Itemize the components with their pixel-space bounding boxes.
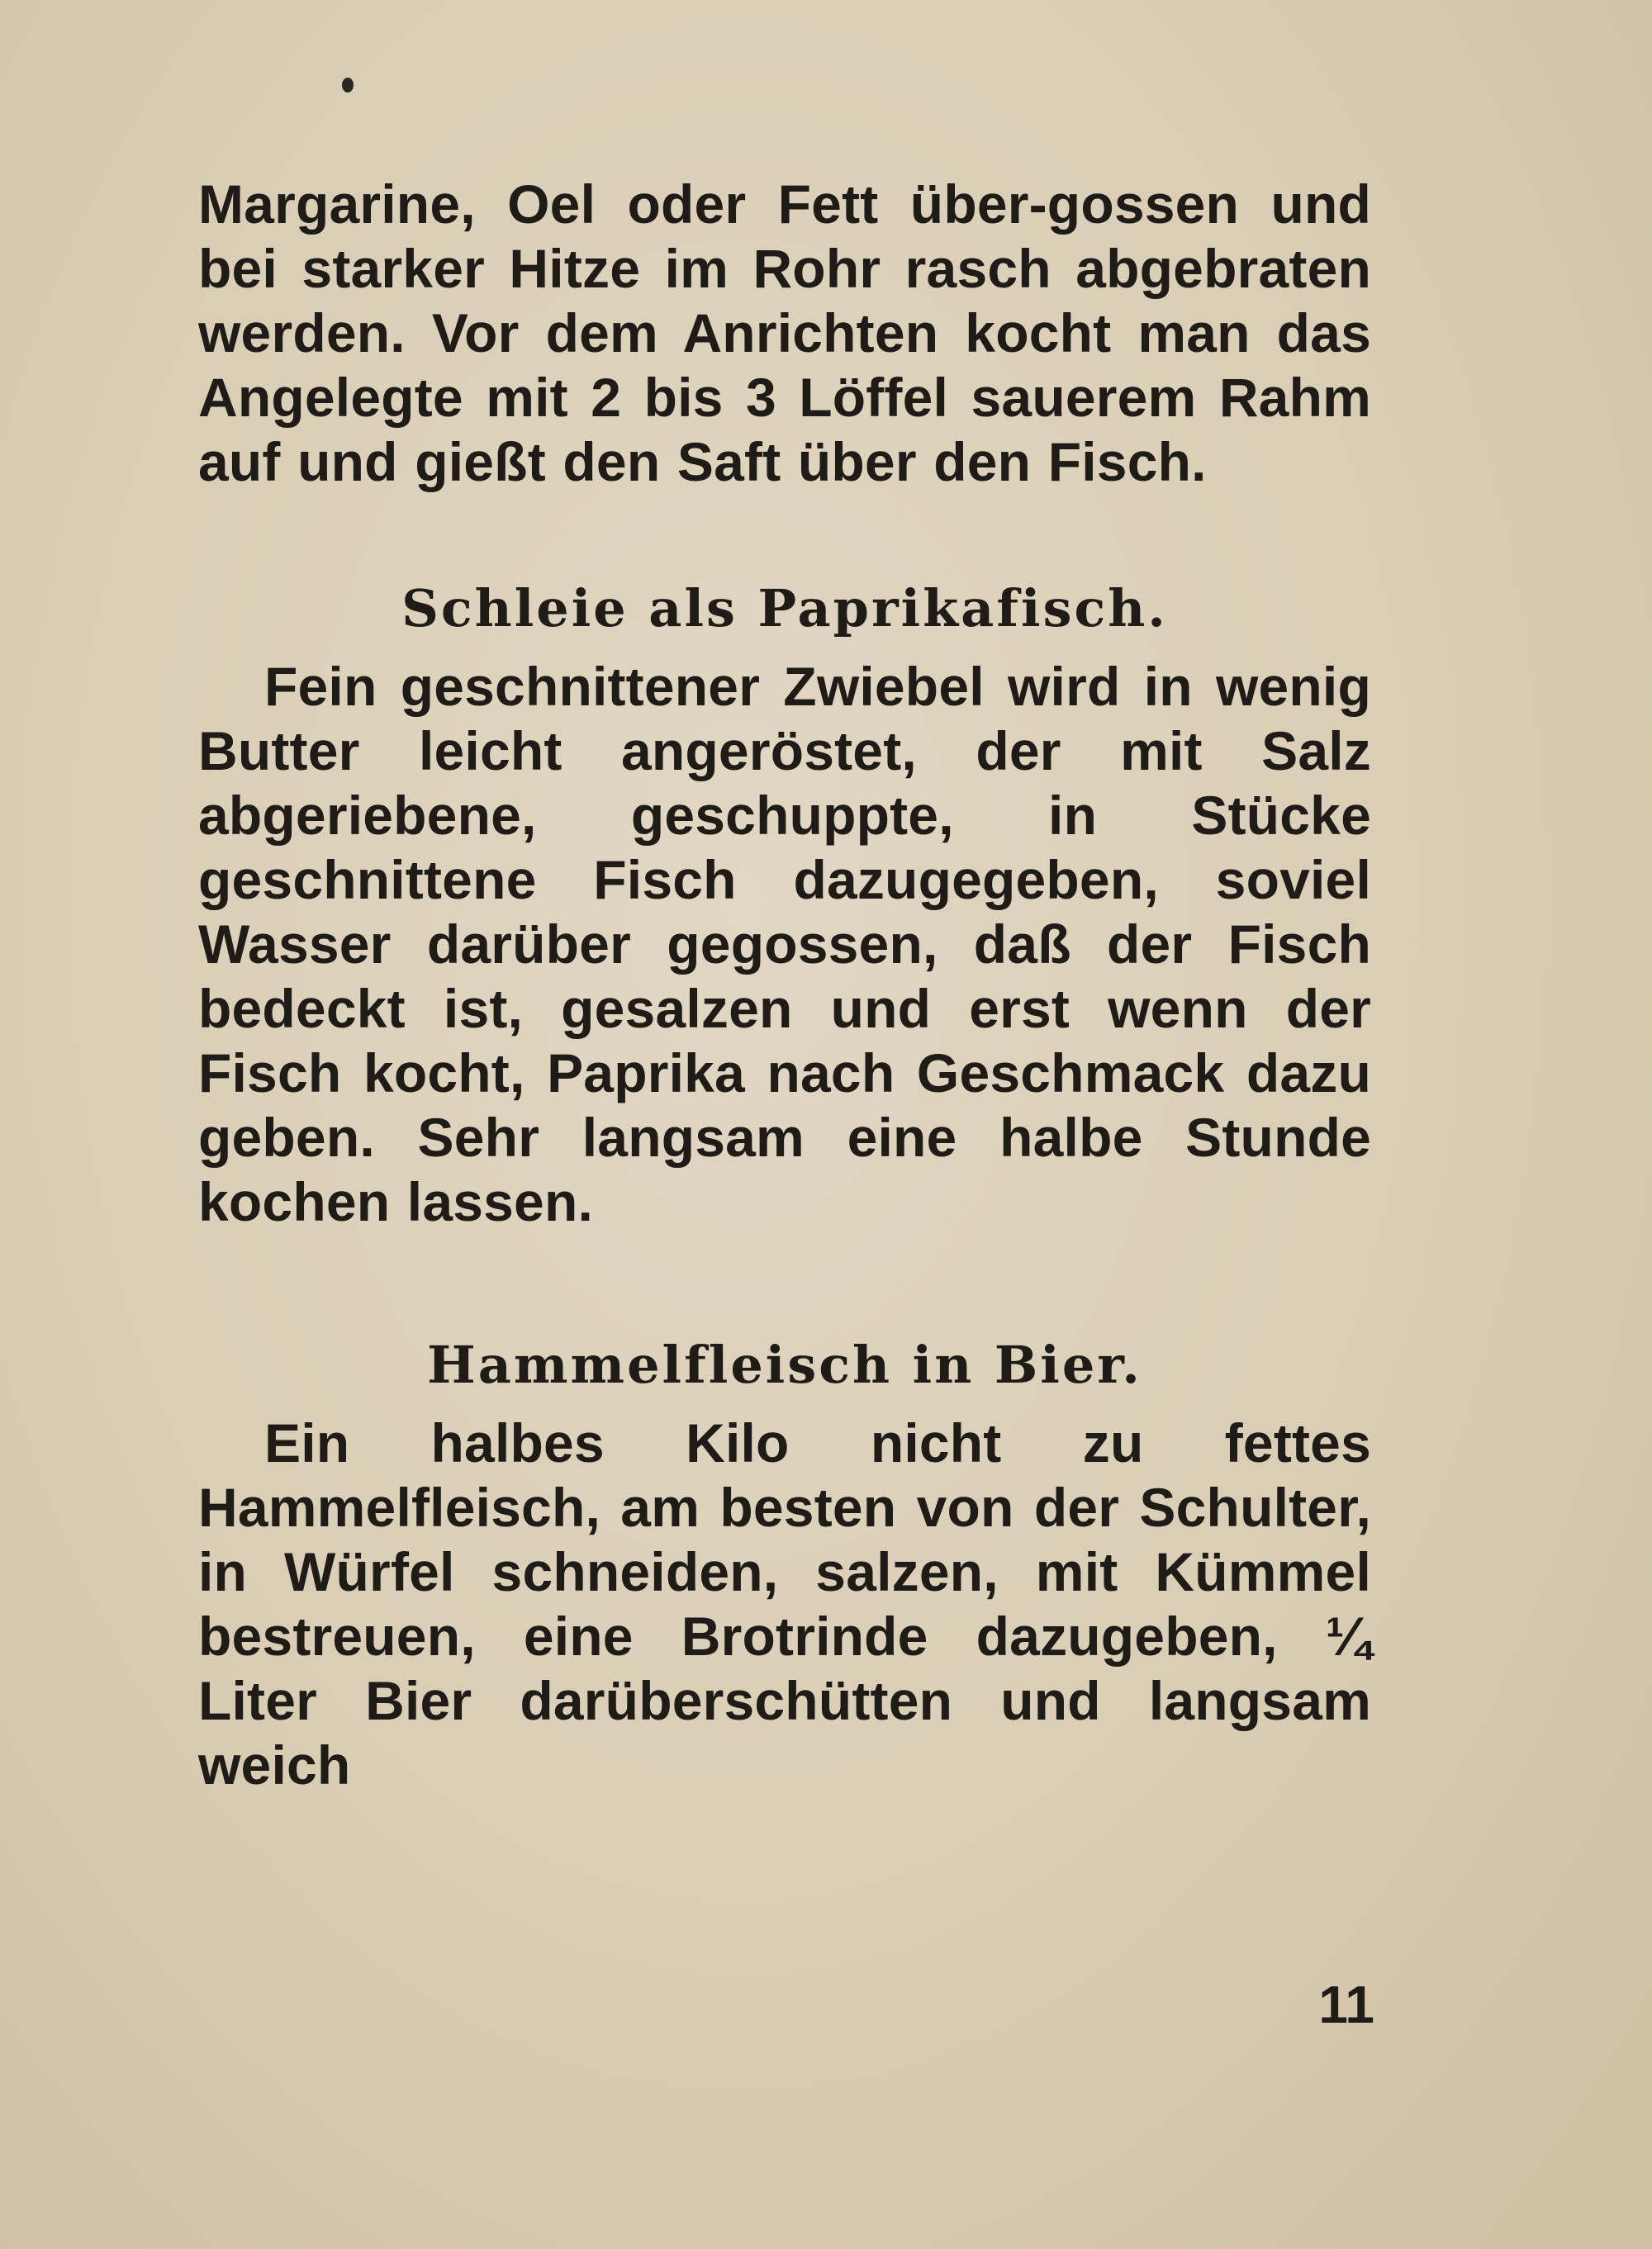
page-number: 11 [1318,1975,1374,2034]
paragraph-continued: Margarine, Oel oder Fett über-gossen und bei starker Hitze im Rohr rasch abgebraten werden. Vor dem Anrichten kocht man das Angelegte mit 2 bis 3 Löffel sauerem Rahm auf und gießt den Saft über den Fisch. [198,173,1371,492]
paragraph-schleie: Fein geschnittener Zwiebel wird in wenig Butter leicht angeröstet, der mit Salz abgeriebene, geschuppte, in Stücke geschnittene Fisch dazugegeben, soviel Wasser darüber gegossen, daß der Fisch bedeckt ist, gesalzen und erst wenn der Fisch kocht, Paprika nach Geschmack dazu geben. Sehr langsam eine halbe Stunde kochen lassen. [198,656,1371,1232]
paragraph-hammelfleisch: Ein halbes Kilo nicht zu fettes Hammelfleisch, am besten von der Schulter, in Würfel schneiden, salzen, mit Kümmel bestreuen, eine Brotrinde dazugeben, ¼ Liter Bier darüberschütten und langsam weich [198,1412,1371,1796]
ink-speck [342,78,354,93]
recipe-heading-hammelfleisch: Hammelfleisch in Bier. [427,1335,1142,1395]
recipe-heading-schleie: Schleie als Paprikafisch. [401,578,1168,638]
text-column [198,172,1371,1797]
